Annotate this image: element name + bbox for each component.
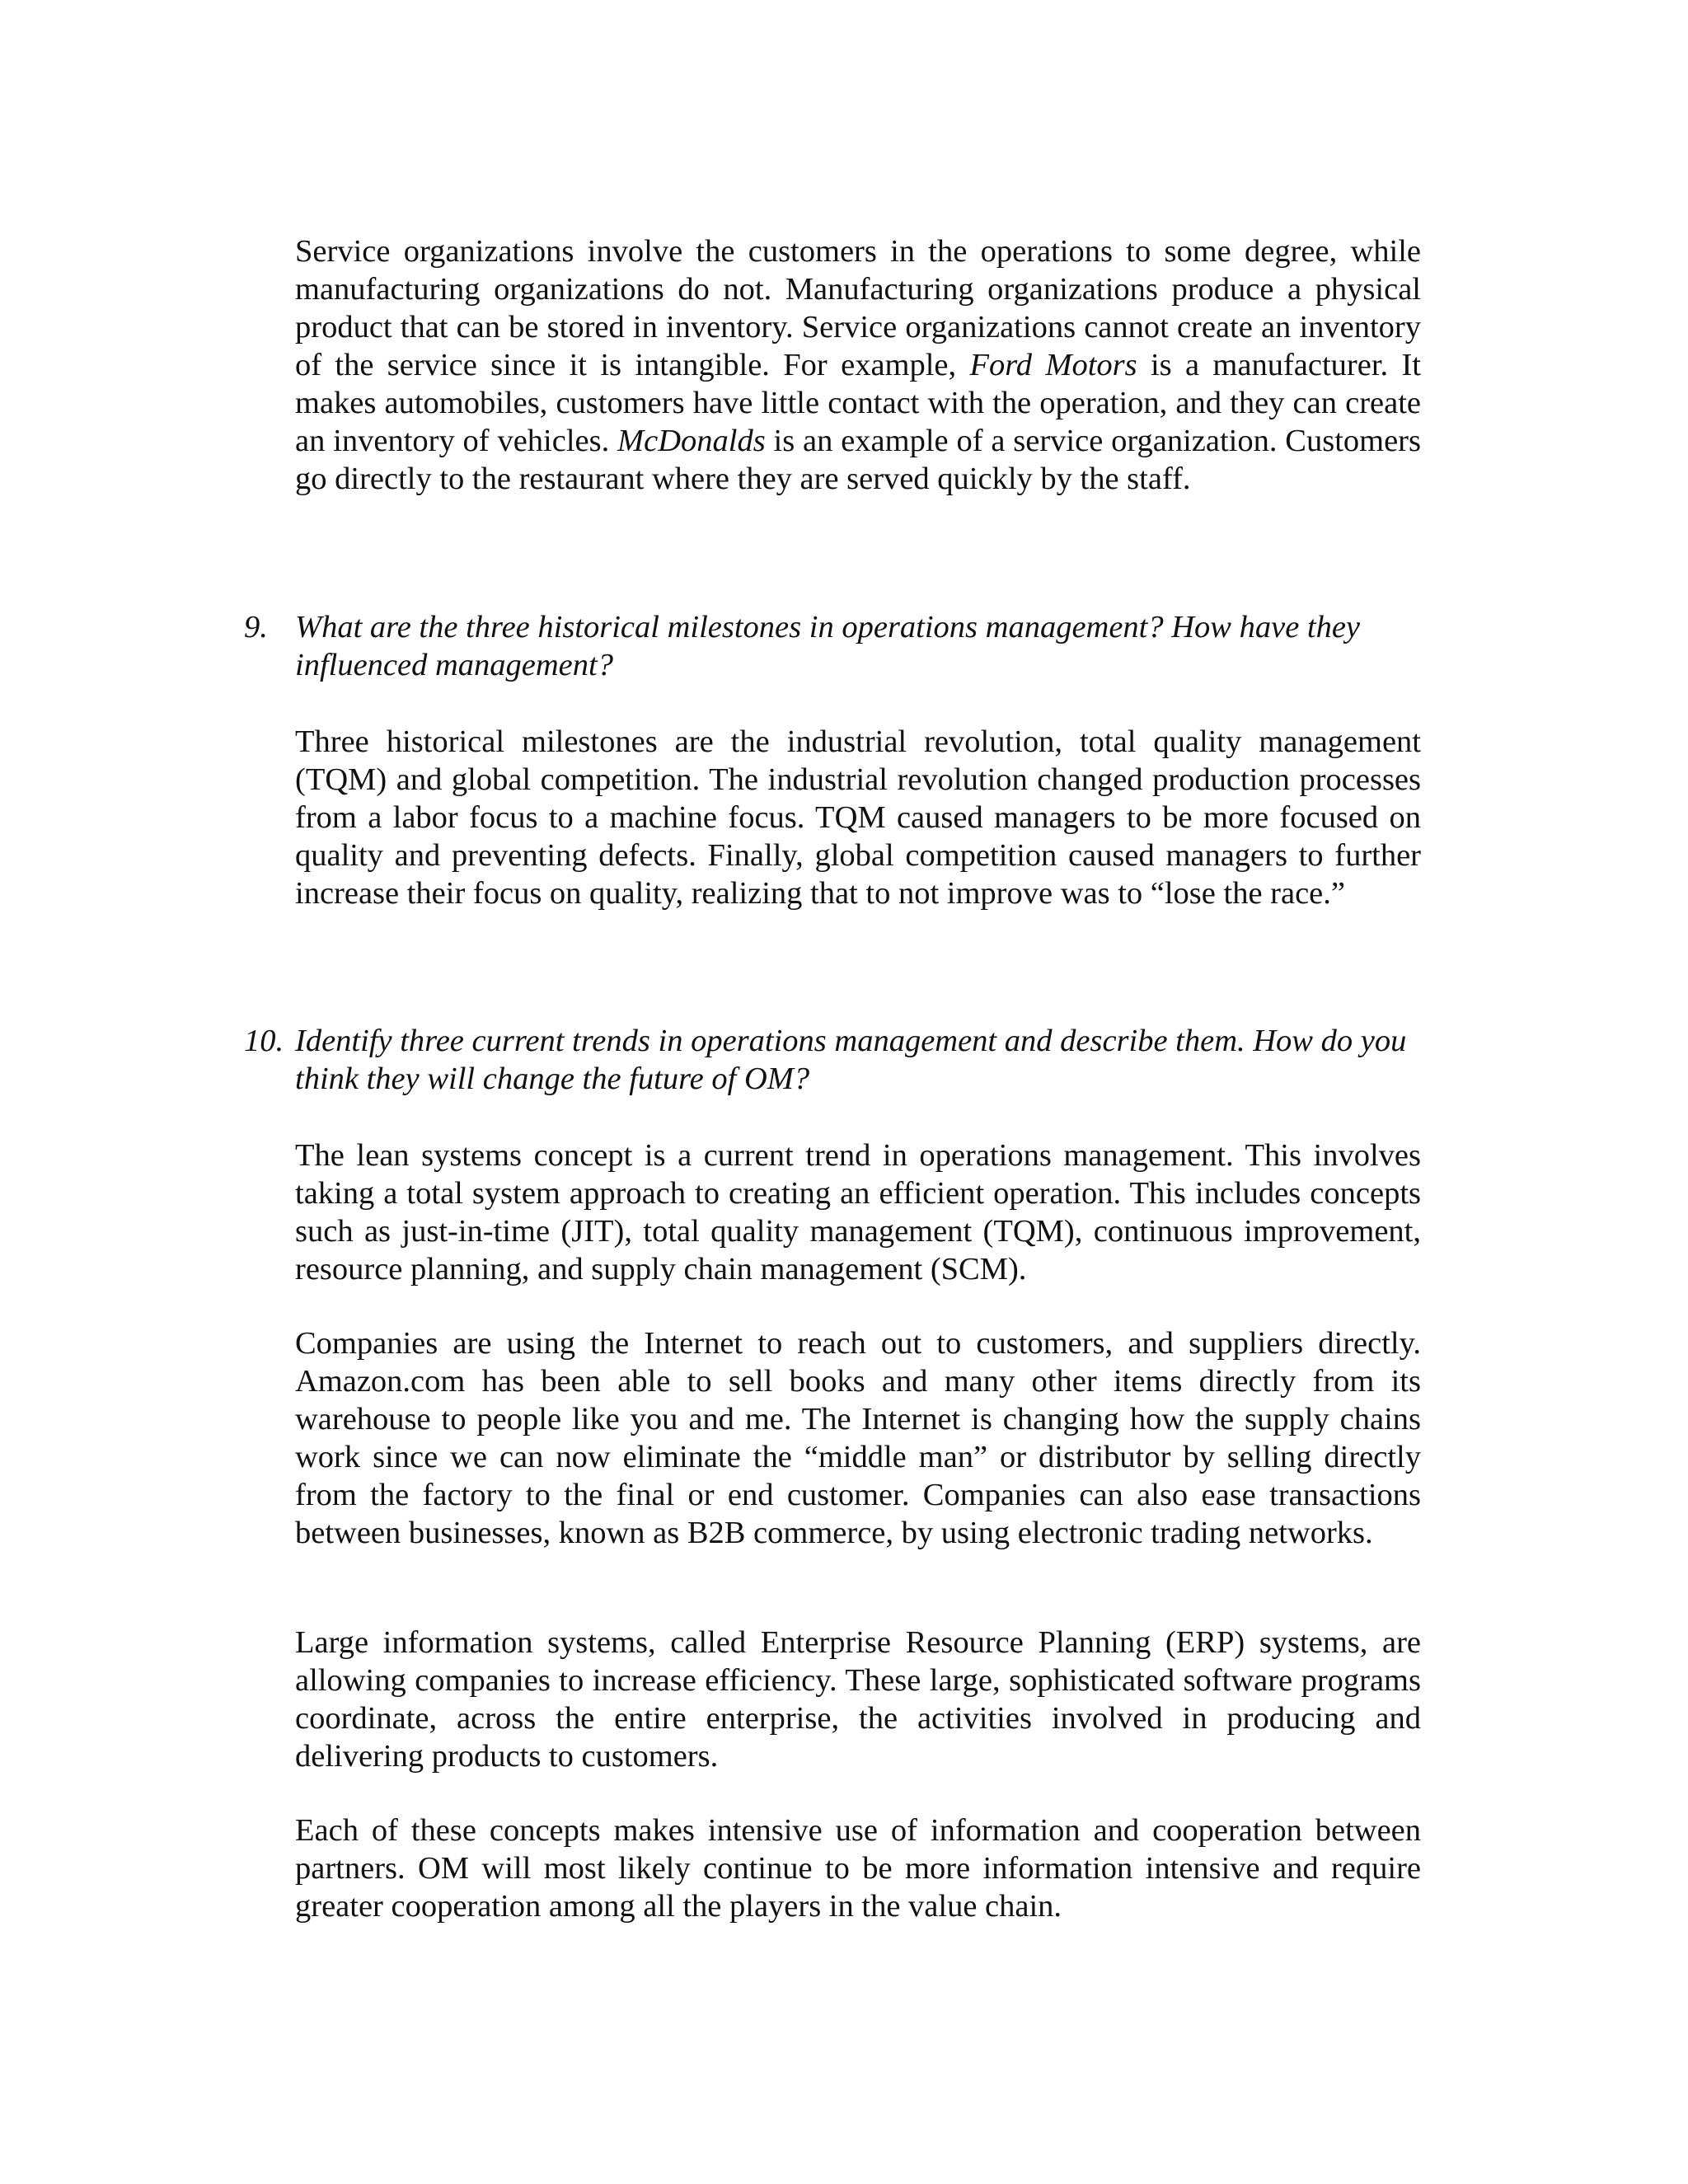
question-10-answer-summary: Each of these concepts makes intensive use of information and cooperation between partners. OM will most likely continue to be more information intensive and require greater cooperation among all the players in the value chain. <box>295 1813 1421 1924</box>
ford-motors-term: Ford Motors <box>969 348 1137 382</box>
intro-text-1: Service organizations involve the customers in the operations to some degree, while manufacturing organizations do not. Manufacturing organizations produce a physical product that can be stored in inventory. Service organizations cannot create an inventory of the service since it is intangible. For example, <box>295 234 1421 382</box>
intro-text-3: is an example of a service organization. Customers go directly to the restaurant where they are served quickly by the staff. <box>295 424 1421 496</box>
question-10-number: 10. <box>244 1024 284 1058</box>
question-9-answer: Three historical milestones are the industrial revolution, total quality management (TQM) and global competition. The industrial revolution changed production processes from a labor focus to a machine focus. TQM caused managers to be more focused on quality and preventing defects. Finally, global competition caused managers to further increase their focus on quality, realizing that to not improve was to “lose the race.” <box>295 724 1421 911</box>
question-10-text: Identify three current trends in operations management and describe them. How do you think they will change the future of OM? <box>295 1024 1407 1096</box>
question-9-text: What are the three historical milestones in operations management? How have they influenced management? <box>295 610 1361 682</box>
question-10-answer-lean: The lean systems concept is a current trend in operations management. This involves taking a total system approach to creating an efficient operation. This includes concepts such as just-in-time (JIT), total quality management (TQM), continuous improvement, resource planning, and supply chain management (SCM). <box>295 1138 1421 1286</box>
mcdonalds-term: McDonalds <box>617 424 766 458</box>
question-10-answer-internet: Companies are using the Internet to reach out to customers, and suppliers directly. Amazon.com has been able to sell books and many other items directly from its warehouse to people like you and me. The Internet is changing how the supply chains work since we can now eliminate the “middle man” or distributor by selling directly from the factory to the final or end customer. Companies can also ease transactions between businesses, known as B2B commerce, by using electronic trading networks. <box>295 1326 1421 1550</box>
intro-text-2: is a manufacturer. It makes automobiles, customers have little contact with the operation, and they can create an inventory of vehicles. <box>295 348 1422 458</box>
question-9-number: 9. <box>244 610 268 644</box>
intro-paragraph <box>295 232 1421 498</box>
question-10-answer-erp: Large information systems, called Enterprise Resource Planning (ERP) systems, are allowing companies to increase efficiency. These large, sophisticated software programs coordinate, across the entire enterprise, the activities involved in producing and delivering products to customers. <box>295 1625 1421 1774</box>
